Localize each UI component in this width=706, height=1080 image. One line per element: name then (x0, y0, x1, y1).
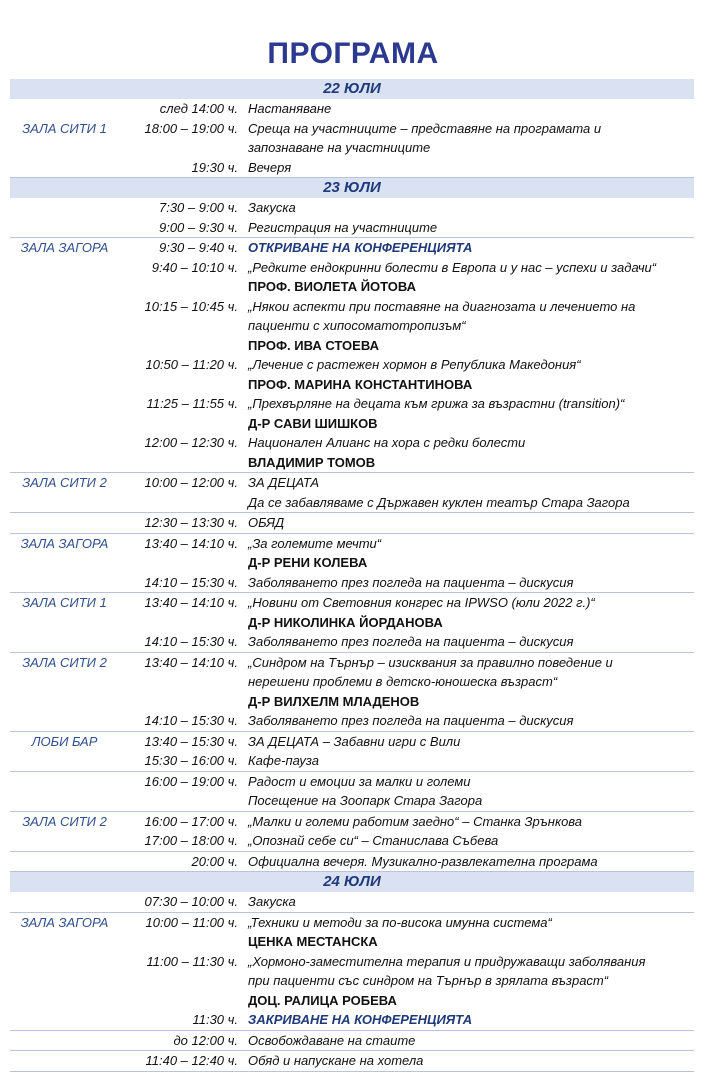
schedule-row (10, 653, 694, 673)
venue-cell (10, 772, 119, 792)
venue-cell (10, 433, 119, 453)
venue-cell (10, 277, 119, 297)
schedule-group (10, 772, 694, 812)
venue-cell (10, 355, 119, 375)
venue-cell (10, 158, 119, 178)
schedule-row (10, 316, 694, 336)
time-cell: 14:10 – 15:30 ч. (144, 634, 238, 649)
venue-cell (10, 991, 119, 1011)
venue-cell (10, 553, 119, 573)
venue-cell (10, 632, 119, 652)
time-cell: 9:40 – 10:10 ч. (151, 259, 238, 275)
schedule-row (10, 493, 694, 513)
description-cell: „Някои аспекти при поставяне на диагнозата и лечението на (248, 298, 636, 314)
schedule-row (10, 258, 694, 278)
time-cell: 9:30 – 9:40 ч. (158, 240, 238, 255)
time-cell: 16:00 – 19:00 ч. (144, 773, 238, 789)
schedule-row (10, 991, 694, 1011)
time-cell: 7:30 – 9:00 ч. (158, 200, 238, 215)
venue-cell (10, 613, 119, 633)
description-cell: запознаване на участниците (248, 140, 431, 155)
time-cell: 14:10 – 15:30 ч. (144, 574, 238, 590)
description-cell: „Хормоно-заместителна терапия и придружаващи заболявания (248, 953, 646, 969)
schedule-row (10, 218, 694, 238)
time-cell (119, 672, 246, 692)
schedule-row (10, 433, 694, 453)
schedule-row (10, 414, 694, 434)
schedule-row (10, 238, 694, 258)
venue-cell (10, 336, 119, 356)
description-cell: „Новини от Световния конгрес на IPWSO (юли 2022 г.)“ (248, 595, 595, 610)
schedule-row (10, 573, 694, 593)
schedule-row (10, 534, 694, 554)
venue-cell (10, 198, 119, 218)
description-cell: Обяд и напускане на хотела (248, 1053, 424, 1068)
description-cell: ДОЦ. РАЛИЦА РОБЕВА (248, 992, 397, 1008)
time-cell: 10:50 – 11:20 ч. (145, 357, 238, 372)
venue-cell (10, 852, 119, 872)
schedule-row (10, 375, 694, 395)
venue-cell: ЗАЛА ЗАГОРА (20, 914, 109, 930)
schedule-group (10, 812, 694, 852)
description-cell: „Опознай себе си“ – Станислава Събева (248, 833, 499, 848)
description-cell: ЦЕНКА МЕСТАНСКА (248, 934, 378, 949)
time-cell (119, 991, 246, 1011)
venue-cell (10, 1010, 119, 1030)
time-cell: 18:00 – 19:00 ч. (144, 120, 238, 136)
description-cell: Официална вечеря. Музикално-развлекателна програма (248, 853, 598, 869)
description-cell: Посещение на Зоопарк Стара Загора (248, 793, 483, 808)
time-cell: 13:40 – 14:10 ч. (144, 595, 238, 610)
venue-cell (10, 375, 119, 395)
schedule-row (10, 473, 694, 493)
schedule-row (10, 791, 694, 811)
time-cell: 19:30 ч. (191, 159, 238, 175)
time-cell: 11:30 ч. (192, 1012, 238, 1027)
description-cell: Да се забавляваме с Държавен куклен театър Стара Загора (248, 494, 630, 510)
venue-cell: ЗАЛА СИТИ 1 (22, 120, 107, 136)
description-cell: Заболяването през погледа на пациента – дискусия (248, 574, 574, 590)
description-cell: „За големите мечти“ (248, 535, 382, 551)
description-cell: Закуска (248, 200, 296, 215)
description-cell: Регистрация на участниците (248, 219, 438, 235)
schedule-group (10, 653, 694, 732)
time-cell: 16:00 – 17:00 ч. (144, 813, 238, 829)
description-cell: ЗА ДЕЦАТА (248, 475, 320, 490)
time-cell: 13:40 – 14:10 ч. (144, 654, 238, 670)
description-cell: Национален Алианс на хора с редки болести (248, 435, 526, 450)
venue-cell: ЗАЛА ЗАГОРА (20, 240, 109, 255)
schedule-group (10, 732, 694, 772)
venue-cell: ЗАЛА СИТИ 2 (22, 813, 107, 829)
description-cell: „Малки и големи работим заедно“ – Станка Зрънкова (248, 813, 583, 829)
venue-cell: ЗАЛА СИТИ 2 (22, 475, 107, 490)
schedule-row (10, 593, 694, 613)
schedule-group (10, 913, 694, 1031)
description-cell: нерешени проблеми в детско-юношеска възраст“ (248, 674, 558, 689)
description-cell: Настаняване (248, 101, 332, 116)
time-cell: 13:40 – 14:10 ч. (144, 535, 238, 551)
schedule-group (10, 852, 694, 873)
schedule-row (10, 198, 694, 218)
description-cell: при пациенти със синдром на Търнър в зрялата възраст“ (248, 973, 609, 988)
schedule-row (10, 1010, 694, 1030)
time-cell (119, 453, 246, 473)
schedule-row (10, 892, 694, 912)
schedule-group (10, 1031, 694, 1052)
schedule-row (10, 99, 694, 119)
time-cell (119, 414, 246, 434)
venue-cell: ЛОБИ БАР (31, 733, 98, 749)
time-cell: 10:15 – 10:45 ч. (144, 298, 238, 314)
venue-cell (10, 573, 119, 593)
time-cell: 11:40 – 12:40 ч. (145, 1053, 238, 1068)
schedule-row (10, 692, 694, 712)
venue-cell (10, 297, 119, 317)
venue-cell (10, 692, 119, 712)
venue-cell (10, 932, 119, 952)
schedule-row (10, 119, 694, 139)
description-cell: Освобождаване на стаите (248, 1032, 416, 1048)
description-cell: Заболяването през погледа на пациента – дискусия (248, 713, 574, 728)
description-cell: Вечеря (248, 159, 292, 175)
schedule-row (10, 852, 694, 872)
schedule-row (10, 1031, 694, 1051)
schedule-row (10, 952, 694, 972)
venue-cell (10, 258, 119, 278)
description-cell: ПРОФ. МАРИНА КОНСТАНТИНОВА (248, 376, 473, 392)
description-cell: Заболяването през погледа на пациента – дискусия (248, 634, 574, 649)
schedule-row (10, 632, 694, 652)
description-cell: „Техники и методи за по-висока имунна система“ (248, 914, 552, 930)
schedule-row (10, 277, 694, 297)
schedule-group (10, 513, 694, 534)
venue-cell (10, 952, 119, 972)
time-cell (119, 932, 246, 952)
description-cell: ПРОФ. ВИОЛЕТА ЙОТОВА (248, 279, 417, 294)
schedule-row (10, 394, 694, 414)
time-cell (119, 336, 246, 356)
description-cell: Д-Р НИКОЛИНКА ЙОРДАНОВА (248, 614, 443, 630)
venue-cell (10, 672, 119, 692)
schedule-row (10, 672, 694, 692)
venue-cell (10, 1031, 119, 1051)
schedule-row (10, 453, 694, 473)
venue-cell (10, 453, 119, 473)
schedule-group (10, 534, 694, 594)
time-cell: 15:30 – 16:00 ч. (144, 753, 238, 768)
schedule-group (10, 99, 694, 178)
description-cell: Закуска (248, 894, 296, 909)
schedule-table (10, 79, 694, 1072)
venue-cell (10, 751, 119, 771)
description-cell: ЗА ДЕЦАТА – Забавни игри с Вили (248, 733, 461, 749)
schedule-row (10, 513, 694, 533)
time-cell (119, 971, 246, 991)
time-cell (119, 493, 246, 513)
description-cell: Д-Р РЕНИ КОЛЕВА (248, 555, 368, 570)
time-cell: 07:30 – 10:00 ч. (144, 894, 238, 909)
time-cell: до 12:00 ч. (173, 1032, 238, 1048)
venue-cell (10, 99, 119, 119)
schedule-row (10, 158, 694, 178)
schedule-row (10, 831, 694, 851)
schedule-row (10, 812, 694, 832)
schedule-row (10, 613, 694, 633)
time-cell (119, 375, 246, 395)
description-cell: ВЛАДИМИР ТОМОВ (248, 454, 376, 470)
schedule-group (10, 238, 694, 473)
time-cell: 12:30 – 13:30 ч. (144, 515, 238, 530)
description-cell: ЗАКРИВАНЕ НА КОНФЕРЕНЦИЯТА (248, 1012, 473, 1027)
schedule-row (10, 751, 694, 771)
description-cell: Д-Р ВИЛХЕЛМ МЛАДЕНОВ (248, 693, 420, 709)
description-cell: ОБЯД (248, 515, 285, 530)
venue-cell (10, 316, 119, 336)
day-header: 23 ЮЛИ (10, 178, 694, 198)
schedule-group (10, 1051, 694, 1072)
page-title: ПРОГРАМА (267, 37, 439, 70)
time-cell (119, 692, 246, 712)
description-cell: ОТКРИВАНЕ НА КОНФЕРЕНЦИЯТА (248, 240, 473, 255)
schedule-row (10, 138, 694, 158)
venue-cell (10, 513, 119, 533)
time-cell: 10:00 – 12:00 ч. (144, 475, 238, 490)
schedule-row (10, 732, 694, 752)
time-cell: 11:00 – 11:30 ч. (146, 953, 238, 969)
schedule-row (10, 932, 694, 952)
venue-cell (10, 971, 119, 991)
time-cell (119, 316, 246, 336)
venue-cell (10, 831, 119, 851)
time-cell: 20:00 ч. (191, 853, 238, 869)
time-cell: 9:00 – 9:30 ч. (158, 219, 238, 235)
description-cell: „Лечение с растежен хормон в Република Македония“ (248, 357, 581, 372)
schedule-group (10, 892, 694, 913)
schedule-row (10, 297, 694, 317)
schedule-group (10, 198, 694, 238)
description-cell: пациенти с хипосоматотропизъм“ (248, 318, 466, 333)
venue-cell: ЗАЛА ЗАГОРА (20, 535, 109, 551)
time-cell (119, 138, 246, 158)
time-cell (119, 791, 246, 811)
venue-cell (10, 394, 119, 414)
time-cell: 13:40 – 15:30 ч. (144, 733, 238, 749)
schedule-row (10, 355, 694, 375)
schedule-row (10, 1051, 694, 1071)
day-header: 24 ЮЛИ (10, 872, 694, 892)
venue-cell (10, 493, 119, 513)
venue-cell: ЗАЛА СИТИ 2 (22, 654, 107, 670)
description-cell: ПРОФ. ИВА СТОЕВА (248, 337, 379, 353)
schedule-row (10, 971, 694, 991)
time-cell: 14:10 – 15:30 ч. (144, 713, 238, 728)
description-cell: „Прехвърляне на децата към грижа за възрастни (transition)“ (248, 396, 625, 411)
schedule-row (10, 913, 694, 933)
day-header: 22 ЮЛИ (10, 79, 694, 99)
description-cell: Кафе-пауза (248, 753, 320, 768)
description-cell: Д-Р САВИ ШИШКОВ (248, 415, 378, 431)
schedule-row (10, 772, 694, 792)
venue-cell (10, 218, 119, 238)
venue-cell (10, 1051, 119, 1071)
venue-cell (10, 414, 119, 434)
venue-cell (10, 138, 119, 158)
schedule-row (10, 553, 694, 573)
time-cell (119, 613, 246, 633)
time-cell (119, 277, 246, 297)
venue-cell (10, 791, 119, 811)
description-cell: Радост и емоции за малки и големи (248, 773, 471, 789)
description-cell: „Синдром на Търнър – изисквания за правилно поведение и (248, 654, 613, 670)
time-cell (119, 553, 246, 573)
schedule-row (10, 711, 694, 731)
time-cell: след 14:00 ч. (159, 101, 238, 116)
schedule-row (10, 336, 694, 356)
schedule-group (10, 593, 694, 653)
description-cell: Среща на участниците – представяне на програмата и (248, 120, 602, 136)
venue-cell: ЗАЛА СИТИ 1 (22, 595, 107, 610)
time-cell: 17:00 – 18:00 ч. (144, 833, 238, 848)
venue-cell (10, 711, 119, 731)
time-cell: 10:00 – 11:00 ч. (145, 914, 238, 930)
description-cell: „Редките ендокринни болести в Европа и у нас – успехи и задачи“ (248, 259, 657, 275)
venue-cell (10, 892, 119, 912)
time-cell: 11:25 – 11:55 ч. (146, 396, 238, 411)
schedule-group (10, 473, 694, 513)
time-cell: 12:00 – 12:30 ч. (144, 435, 238, 450)
